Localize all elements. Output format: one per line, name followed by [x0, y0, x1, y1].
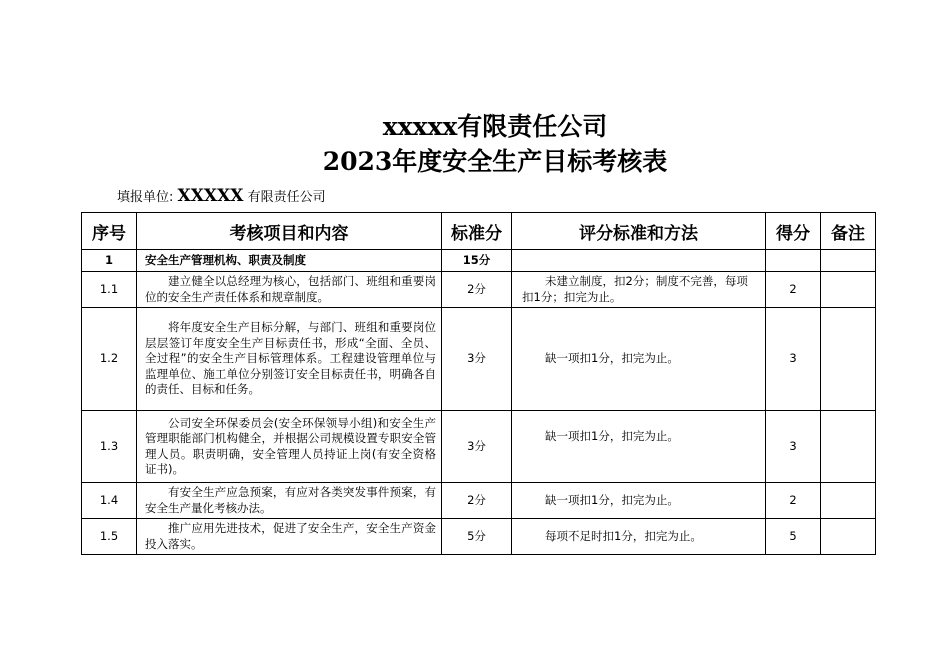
- section-score: 15分: [442, 250, 512, 272]
- form-title: 2023年度安全生产目标考核表: [322, 147, 668, 176]
- item-number: 1.3: [82, 411, 137, 483]
- column-header: 考核项目和内容: [137, 213, 442, 250]
- item-score: 3: [766, 308, 821, 411]
- column-header: 标准分: [442, 213, 512, 250]
- item-score: 5: [766, 519, 821, 555]
- reporting-unit: [117, 186, 326, 206]
- item-method: 未建立制度，扣2分；制度不完善，每项扣1分；扣完为止。: [512, 272, 766, 308]
- item-standard-score: 5分: [442, 519, 512, 555]
- item-note: [821, 272, 876, 308]
- item-content: 将年度安全生产目标分解，与部门、班组和重要岗位层层签订年度安全生产目标责任书，形成“全面、全员、全过程”的安全生产目标管理体系。工程建设管理单位与监理单位、施工单位分别签订安全目标责任书，明确各自的责任、目标和任务。: [137, 308, 442, 411]
- section-title: 安全生产管理机构、职责及制度: [137, 250, 442, 272]
- unit-label: 填报单位:: [117, 190, 174, 205]
- item-number: 1.4: [82, 483, 137, 519]
- item-standard-score: 3分: [442, 308, 512, 411]
- item-score: 2: [766, 483, 821, 519]
- section-score-cell: [766, 250, 821, 272]
- item-standard-score: 2分: [442, 272, 512, 308]
- table-header-row: [82, 213, 876, 250]
- table-row: [82, 519, 876, 555]
- item-note: [821, 308, 876, 411]
- section-note: [821, 250, 876, 272]
- company-title: xxxxx有限责任公司: [382, 112, 608, 141]
- section-row: [82, 250, 876, 272]
- section-method: [512, 250, 766, 272]
- item-content: 推广应用先进技术，促进了安全生产，安全生产资金投入落实。: [137, 519, 442, 555]
- section-number: 1: [82, 250, 137, 272]
- item-method: 每项不足时扣1分，扣完为止。: [512, 519, 766, 555]
- column-header: 序号: [82, 213, 137, 250]
- table-row: [82, 411, 876, 483]
- item-note: [821, 519, 876, 555]
- item-content: 公司安全环保委员会(安全环保领导小组)和安全生产管理职能部门机构健全，并根据公司规模设置专职安全管理人员。职责明确，安全管理人员持证上岗(有安全资格证书)。: [137, 411, 442, 483]
- table-row: [82, 483, 876, 519]
- item-note: [821, 411, 876, 483]
- column-header: 得分: [766, 213, 821, 250]
- item-note: [821, 483, 876, 519]
- unit-value: XXXXX: [177, 186, 244, 206]
- item-standard-score: 3分: [442, 411, 512, 483]
- table-row: [82, 272, 876, 308]
- item-number: 1.2: [82, 308, 137, 411]
- column-header: 备注: [821, 213, 876, 250]
- assessment-table: [81, 212, 876, 555]
- item-content: 有安全生产应急预案，有应对各类突发事件预案，有安全生产量化考核办法。: [137, 483, 442, 519]
- item-number: 1.1: [82, 272, 137, 308]
- column-header: 评分标准和方法: [512, 213, 766, 250]
- item-score: 2: [766, 272, 821, 308]
- unit-suffix: 有限责任公司: [247, 190, 326, 205]
- item-method: 缺一项扣1分，扣完为止。: [512, 308, 766, 411]
- item-content: 建立健全以总经理为核心，包括部门、班组和重要岗位的安全生产责任体系和规章制度。: [137, 272, 442, 308]
- item-standard-score: 2分: [442, 483, 512, 519]
- item-method: 缺一项扣1分，扣完为止。: [512, 483, 766, 519]
- table-row: [82, 308, 876, 411]
- item-score: 3: [766, 411, 821, 483]
- item-method: 缺一项扣1分，扣完为止。: [512, 411, 766, 483]
- item-number: 1.5: [82, 519, 137, 555]
